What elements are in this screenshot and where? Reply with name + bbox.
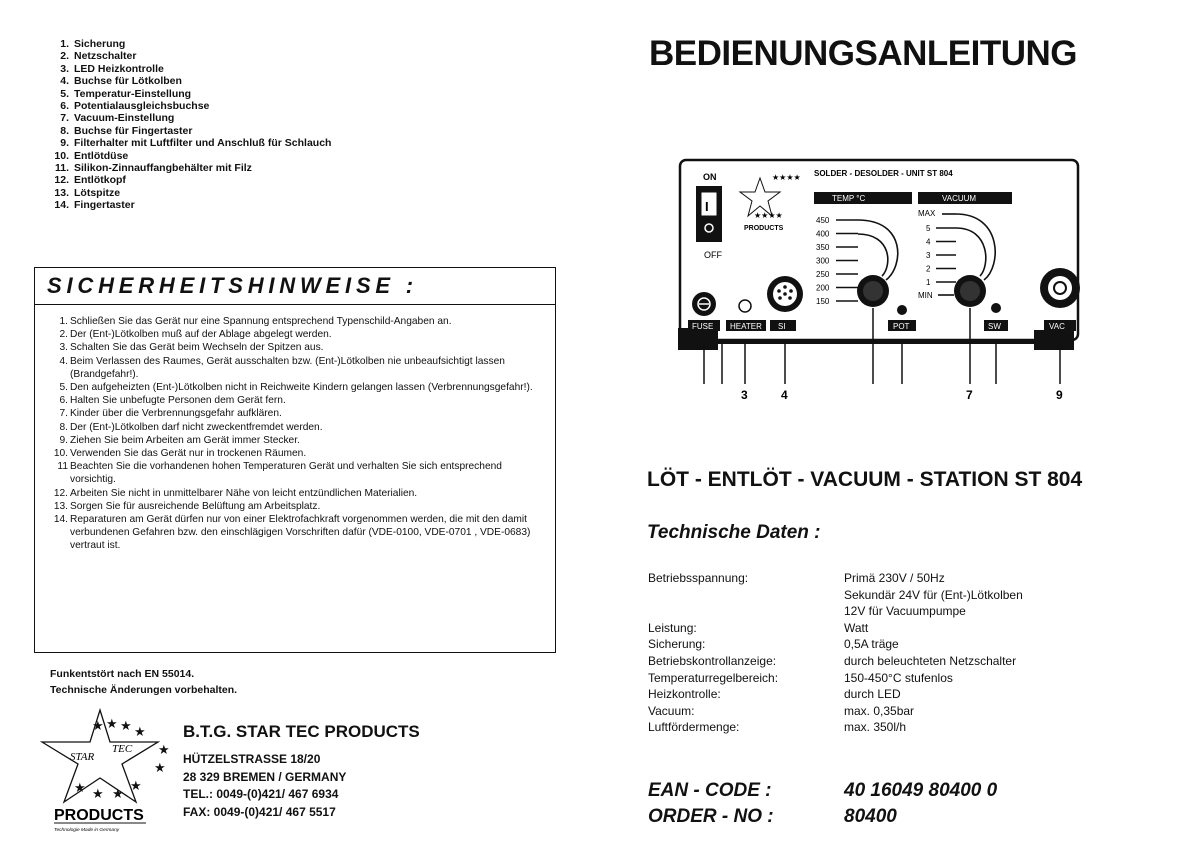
logo-tagline: Technologie Made in Germany <box>54 828 120 833</box>
safety-item-text: Schließen Sie das Gerät nur eine Spannung entsprechend Typenschild-Angaben an. <box>70 316 452 327</box>
off-label: OFF <box>704 250 722 260</box>
parts-number: 11. <box>54 162 69 175</box>
safety-item-number: 3. <box>59 342 68 354</box>
parts-number: 14. <box>54 199 69 212</box>
parts-label: Buchse für Lötkolben <box>74 75 182 88</box>
switch-socket[interactable] <box>991 303 1001 313</box>
safety-item-number: 10. <box>53 448 68 460</box>
notes <box>50 666 237 698</box>
safety-item-number: 7. <box>59 408 68 420</box>
parts-number: 3. <box>60 62 69 75</box>
safety-item-text: Den aufgeheizten (Ent-)Lötkolben nicht in Reichweite Kindern gelangen lassen (Verbrennungsgefahr!). <box>70 382 533 394</box>
spec-table <box>648 570 1023 736</box>
parts-number: 8. <box>60 124 69 137</box>
parts-label: LED Heizkontrolle <box>74 62 164 75</box>
vac-scale-label: 1 <box>926 278 931 287</box>
device-foot-left <box>678 328 718 350</box>
spec-row-key: Leistung: <box>648 620 697 635</box>
parts-item <box>50 125 570 137</box>
vac-scale-label: 2 <box>926 264 931 274</box>
parts-item <box>50 112 570 124</box>
parts-item <box>50 150 570 162</box>
parts-number: 2. <box>60 50 69 63</box>
safety-item <box>45 513 549 553</box>
parts-item <box>50 199 570 211</box>
safety-item-number: 1. <box>59 316 68 327</box>
safety-item-text: Sorgen Sie für ausreichende Belüftung am Arbeitsplatz. <box>70 500 321 512</box>
spec-row <box>648 587 1023 604</box>
safety-item-text: Kinder über die Verbrennungsgefahr aufklären. <box>70 408 282 420</box>
safety-item-number: 6. <box>59 395 68 407</box>
on-label: ON <box>703 172 717 182</box>
parts-item <box>50 162 570 174</box>
parts-item <box>50 100 570 112</box>
safety-item-number: 4. <box>59 355 68 367</box>
spec-row-key: Vacuum: <box>648 703 695 718</box>
vacuum-header: VACUUM <box>942 194 977 203</box>
heater-label: HEATER <box>730 322 762 331</box>
spec-row-key: Luftfördermenge: <box>648 720 740 735</box>
parts-item <box>50 50 570 62</box>
vac-scale-label: 4 <box>926 237 931 247</box>
safety-item-text: Der (Ent-)Lötkolben muß auf der Ablage abgelegt werden. <box>70 329 332 341</box>
svg-text:★: ★ <box>92 719 104 734</box>
parts-label: Lötspitze <box>74 186 121 199</box>
temp-scale-label: 150 <box>816 297 830 306</box>
safety-item-text: Der (Ent-)Lötkolben darf nicht zweckentfremdet werden. <box>70 421 323 433</box>
parts-number: 9. <box>60 137 69 150</box>
station-title: LÖT - ENTLÖT - VACUUM - STATION ST 804 <box>647 468 1083 491</box>
parts-label: Sicherung <box>74 38 126 50</box>
svg-text:★★★★: ★★★★ <box>772 173 801 182</box>
vac-scale-label: 5 <box>926 224 931 233</box>
safety-box <box>34 267 556 653</box>
safety-item <box>45 447 549 460</box>
safety-item-number: 11 <box>57 461 68 473</box>
code-row-value: 40 16049 80400 0 <box>844 780 998 801</box>
safety-item <box>45 434 549 447</box>
spec-row <box>648 603 1023 620</box>
temp-scale-label: 250 <box>816 270 830 279</box>
parts-label: Fingertaster <box>74 199 135 212</box>
code-row-key: EAN - CODE : <box>648 780 772 801</box>
fuse-label: FUSE <box>692 322 714 331</box>
code-row <box>648 778 997 804</box>
spec-row <box>648 670 1023 687</box>
spec-row-key: Temperaturregelbereich: <box>648 670 779 685</box>
spec-row <box>648 686 1023 703</box>
parts-number: 12. <box>54 174 69 187</box>
spec-row <box>648 719 1023 736</box>
safety-item-number: 12. <box>53 487 68 499</box>
temp-scale-label: 450 <box>816 216 830 225</box>
safety-item-number: 13. <box>53 500 68 512</box>
svg-text:★: ★ <box>112 787 124 802</box>
safety-item-text: Ziehen Sie beim Arbeiten am Gerät immer Stecker. <box>70 434 300 446</box>
safety-item <box>45 315 549 328</box>
safety-item <box>45 487 549 500</box>
pot-label: POT <box>893 322 910 331</box>
safety-title: SICHERHEITSHINWEISE : <box>47 273 418 298</box>
vac-max-label: MAX <box>918 209 936 218</box>
vac-label: VAC <box>1049 322 1065 331</box>
safety-item-number: 2. <box>59 329 68 341</box>
parts-item <box>50 174 570 186</box>
parts-number: 1. <box>60 38 69 50</box>
spec-row-value: 150-450°C stufenlos <box>844 670 953 685</box>
logo-products-word: PRODUCTS <box>54 807 144 824</box>
parts-label: Potentialausgleichsbuchse <box>74 100 210 113</box>
safety-item-text: Reparaturen am Gerät dürfen nur von einer Elektrofachkraft vorgenommen werden, die mit den damit verbundenen Gefahren bzw. den einschlägigen Vorschriften dafür (VDE-0100, VDE-0701 , VDE-0683) vertraut ist. <box>70 514 531 552</box>
svg-text:★: ★ <box>130 779 142 794</box>
safety-item <box>45 460 549 486</box>
parts-label: Entlötkopf <box>74 174 126 187</box>
svg-text:★: ★ <box>120 719 132 734</box>
code-table <box>648 778 997 830</box>
parts-number: 7. <box>60 112 69 125</box>
safety-item-number: 9. <box>59 434 68 446</box>
spec-row-value: 12V für Vacuumpumpe <box>844 604 966 619</box>
code-row-value: 80400 <box>844 806 897 827</box>
parts-item <box>50 88 570 100</box>
parts-item <box>50 75 570 87</box>
tech-data-title: Technische Daten : <box>647 522 821 543</box>
safety-item <box>45 355 549 381</box>
safety-item <box>45 341 549 354</box>
parts-number: 5. <box>60 87 69 100</box>
spec-row <box>648 703 1023 720</box>
callout-7: 7 <box>966 388 973 402</box>
safety-item <box>45 500 549 513</box>
safety-item-text: Verwenden Sie das Gerät nur in trockenen Räumen. <box>70 448 307 460</box>
document-title: BEDIENUNGSANLEITUNG <box>649 34 1078 73</box>
callout-numbers <box>741 388 1063 402</box>
unit-label: SOLDER - DESOLDER - UNIT ST 804 <box>814 169 953 178</box>
safety-item <box>45 328 549 341</box>
safety-item <box>45 394 549 407</box>
safety-item-text: Halten Sie unbefugte Personen dem Gerät fern. <box>70 395 286 407</box>
spec-row-key: Heizkontrolle: <box>648 687 721 702</box>
logo-tec-text: TEC <box>112 743 133 755</box>
company-name: B.T.G. STAR TEC PRODUCTS <box>183 722 420 741</box>
svg-text:★: ★ <box>158 743 170 758</box>
temp-scale-label: 200 <box>816 283 830 293</box>
parts-label: Vacuum-Einstellung <box>74 112 175 125</box>
panel-logo-word: PRODUCTS <box>744 225 784 232</box>
parts-number: 4. <box>60 75 69 88</box>
parts-item <box>50 137 570 149</box>
callout-3: 3 <box>741 388 748 402</box>
parts-item <box>50 38 570 50</box>
note-changes: Technische Änderungen vorbehalten. <box>50 684 238 696</box>
safety-item-text: Beachten Sie die vorhandenen hohen Temperaturen Gerät und verhalten Sie sich entsprechend vorsichtig. <box>70 461 502 486</box>
pot-socket[interactable] <box>897 305 907 315</box>
svg-text:★: ★ <box>106 717 118 732</box>
company-tel: TEL.: 0049-(0)421/ 467 6934 <box>183 787 339 801</box>
switch-mark: I <box>705 199 709 214</box>
spec-row <box>648 570 1023 587</box>
parts-label: Buchse für Fingertaster <box>74 124 193 137</box>
temp-scale-label: 350 <box>816 243 830 252</box>
safety-divider <box>35 304 555 305</box>
device-front-panel <box>646 148 1116 403</box>
parts-number: 13. <box>54 186 69 199</box>
parts-label: Entlötdüse <box>74 149 129 162</box>
parts-number: 10. <box>54 149 69 162</box>
safety-item <box>45 381 549 394</box>
note-emc: Funkentstört nach EN 55014. <box>50 668 195 680</box>
safety-list <box>45 315 549 553</box>
svg-text:★: ★ <box>154 761 166 776</box>
si-label: SI <box>778 322 786 331</box>
safety-item-text: Schalten Sie das Gerät beim Wechseln der Spitzen aus. <box>70 342 324 354</box>
parts-item <box>50 63 570 75</box>
callout-9: 9 <box>1056 388 1063 402</box>
svg-text:★★★★: ★★★★ <box>754 211 783 220</box>
company-fax: FAX: 0049-(0)421/ 467 5517 <box>183 804 336 819</box>
safety-item-number: 8. <box>59 421 68 433</box>
safety-item-text: Beim Verlassen des Raumes, Gerät ausschalten bzw. (Ent-)Lötkolben nie unbeaufsichtigt lassen (Brandgefahr!). <box>70 355 505 380</box>
parts-label: Temperatur-Einstellung <box>74 87 192 100</box>
company-street: HÜTZELSTRASSE 18/20 <box>183 752 321 766</box>
device-housing <box>680 160 1078 340</box>
parts-number: 6. <box>60 100 69 113</box>
spec-row-key: Betriebsspannung: <box>648 571 749 585</box>
safety-item-text: Arbeiten Sie nicht in unmittelbarer Nähe von leicht entzündlichen Materialien. <box>70 487 418 499</box>
spec-row-value: durch beleuchteten Netzschalter <box>844 653 1017 668</box>
spec-row-value: max. 0,35bar <box>844 703 915 718</box>
spec-row-key <box>648 587 844 604</box>
parts-list <box>50 38 570 212</box>
svg-text:★: ★ <box>92 787 104 802</box>
parts-label: Netzschalter <box>74 50 137 63</box>
callout-4: 4 <box>781 388 788 402</box>
company-city: 28 329 BREMEN / GERMANY <box>183 769 347 784</box>
spec-row-value: max. 350l/h <box>844 720 907 735</box>
safety-item <box>45 421 549 434</box>
spec-row-key <box>648 603 844 620</box>
spec-row <box>648 653 1023 670</box>
code-row-key: ORDER - NO : <box>648 806 774 827</box>
temp-header: TEMP °C <box>832 194 866 203</box>
temp-scale-label: 300 <box>816 256 830 266</box>
spec-row-value: Sekundär 24V für (Ent-)Lötkolben <box>844 587 1023 602</box>
svg-text:★: ★ <box>134 725 146 740</box>
spec-row-key: Betriebskontrollanzeige: <box>648 653 777 668</box>
star-tec-logo <box>40 706 185 834</box>
sw-label: SW <box>988 322 1001 331</box>
company-address <box>183 722 420 821</box>
spec-row-value: 0,5A träge <box>844 637 899 652</box>
parts-item <box>50 187 570 199</box>
safety-item-number: 5. <box>59 382 68 394</box>
vac-min-label: MIN <box>918 291 933 300</box>
spec-row-key: Sicherung: <box>648 637 706 652</box>
parts-label: Silikon-Zinnauffangbehälter mit Filz <box>74 162 252 175</box>
vac-scale-label: 3 <box>926 251 931 260</box>
temp-scale-label: 400 <box>816 229 830 239</box>
spec-row <box>648 636 1023 653</box>
safety-item <box>45 407 549 420</box>
device-foot-right <box>1034 330 1074 350</box>
spec-row-value: Watt <box>844 620 869 635</box>
spec-row-value: durch LED <box>844 687 901 702</box>
parts-label: Filterhalter mit Luftfilter und Anschluß für Schlauch <box>74 137 332 150</box>
safety-item-number: 14. <box>53 514 68 526</box>
spec-row <box>648 620 1023 637</box>
code-row <box>648 804 997 830</box>
svg-text:★: ★ <box>74 781 86 796</box>
spec-row-value: Primä 230V / 50Hz <box>844 571 945 585</box>
logo-star-text: STAR <box>70 751 95 763</box>
